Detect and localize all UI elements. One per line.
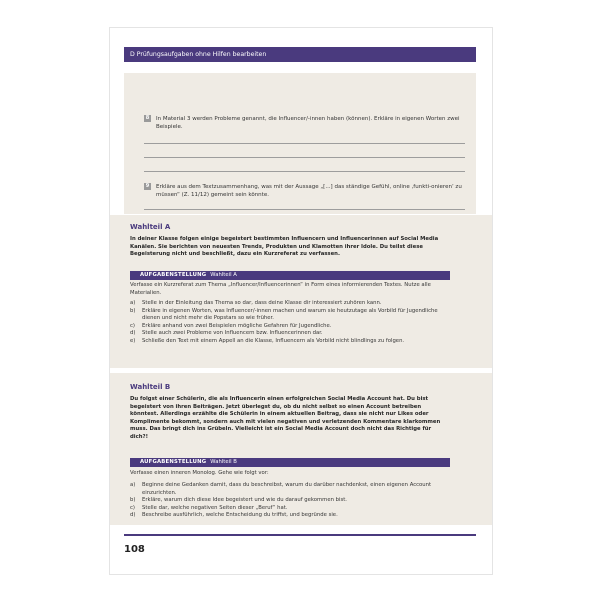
list-text: Stelle in der Einleitung das Thema so dar, dass deine Klasse dir interessiert zuhören kann. [142, 300, 382, 306]
list-letter: a) [130, 482, 136, 488]
wahlteil-a-section [110, 215, 492, 368]
list-text: Stelle dar, welche negativen Seiten dieser „Beruf“ hat. [142, 504, 288, 511]
aufgabenstellung-label: AUFGABENSTELLUNG [140, 459, 207, 465]
list-text: Beginne deine Gedanken damit, dass du beschreibst, warum du darüber nachdenkst, einen eigenen Account einzurichten. [142, 482, 432, 496]
tasks-section [124, 73, 476, 214]
wahlteil-a-title: Wahlteil A [130, 223, 171, 231]
list-item [130, 505, 450, 513]
wahlteil-b-instruction: Verfasse einen inneren Monolog. Gehe wie folgt vor: [130, 470, 269, 476]
list-letter: e) [130, 337, 136, 344]
writing-line [144, 209, 465, 210]
chapter-header [124, 47, 476, 62]
list-letter: b) [130, 497, 136, 503]
list-letter: d) [130, 512, 136, 518]
list-letter: c) [130, 322, 135, 329]
task-8 [144, 115, 465, 131]
list-text: Schließe den Text mit einem Appell an die Klasse, Influencern als Vorbild nicht blindlings zu folgen. [142, 337, 405, 344]
textbook-page [109, 27, 493, 575]
wahlteil-b-title: Wahlteil B [130, 383, 171, 391]
task-number-badge: 8 [145, 115, 150, 121]
list-text: Erkläre in eigenen Worten, was Influencer/-innen machen und warum sie heutzutage als Vorbild für Jugendliche dienen und nicht mehr die Popstars so wie früher. [142, 307, 438, 321]
aufgabenstellung-bar-b [130, 458, 450, 467]
list-letter: b) [130, 307, 136, 314]
wahlteil-b-list [130, 482, 450, 520]
list-text: Stelle auch zwei Probleme von Influencern bzw. Influencerinnen dar. [142, 330, 323, 336]
list-item [130, 323, 450, 331]
wahlteil-a-intro: In deiner Klasse folgen einige begeistert bestimmten Influencern und Influencerinnen auf Social Media Kanälen. Sie berichten von neuesten Trends, Produkten und Klamotten ihrer Idole. Du teilst diese Begeisterung nicht und beschließt, dazu ein Kurzreferat zu verfassen. [130, 236, 439, 257]
list-item [130, 330, 450, 338]
aufgabenstellung-sub: Wahlteil B [210, 459, 237, 465]
list-item [130, 300, 450, 308]
list-text: Erkläre anhand von zwei Beispielen mögliche Gefahren für Jugendliche. [142, 322, 332, 329]
wahlteil-b-intro: Du folgst einer Schülerin, die als Influencerin einen erfolgreichen Social Media Account hat. Du bist begeistert von ihren Beiträgen. Jetzt überlegst du, ob du nicht selbst so einen Account betreiben könntest. Allerdings erzählte die Schülerin in einem aktuellen Beitrag, dass sie nicht nur Likes oder Komplimente bekommt, sondern auch mit vielen negativen und verletzenden Kommentare klarkommen muss. Das bringt dich ins Grübeln. Vielleicht ist ein Social Media Account doch nicht das Richtige für dich?! [130, 396, 441, 440]
aufgabenstellung-label: AUFGABENSTELLUNG [140, 272, 207, 278]
task-text: Erkläre aus dem Textzusammenhang, was mit der Aussage „[...] das ständige Gefühl, online ‚funkti-onieren‘ zu müssen“ (Z. 11/12) gemeint sein könnte. [156, 184, 462, 198]
page-number: 108 [124, 544, 145, 555]
list-text: Erkläre, warum dich diese Idee begeistert und wie du darauf gekommen bist. [142, 497, 347, 503]
task-text: In Material 3 werden Probleme genannt, die Influencer/-innen haben (können). Erkläre in eigenen Worten zwei Beispiele. [156, 116, 460, 130]
list-item [130, 512, 450, 520]
list-item [130, 308, 450, 323]
writing-line [144, 143, 465, 144]
writing-line [144, 171, 465, 172]
list-item [130, 497, 450, 505]
list-item [130, 482, 450, 497]
writing-line [144, 157, 465, 158]
footer-rule [124, 534, 476, 536]
wahlteil-a-instruction: Verfasse ein Kurzreferat zum Thema „Influencer/Influencerinnen“ in Form eines informierenden Textes. Nutze alle Materialien. [130, 282, 431, 296]
list-letter: c) [130, 504, 135, 511]
chapter-title: D Prüfungsaufgaben ohne Hilfen bearbeiten [130, 51, 267, 58]
list-text: Beschreibe ausführlich, welche Entscheidung du triffst, und begründe sie. [142, 512, 338, 518]
aufgabenstellung-bar-a [130, 271, 450, 280]
aufgabenstellung-sub: Wahlteil A [210, 272, 237, 278]
task-number-badge: 9 [145, 183, 150, 189]
wahlteil-b-section [110, 373, 492, 525]
list-letter: a) [130, 300, 136, 306]
list-item [130, 338, 450, 346]
wahlteil-a-list [130, 300, 450, 345]
task-9 [144, 183, 465, 199]
list-letter: d) [130, 330, 136, 336]
